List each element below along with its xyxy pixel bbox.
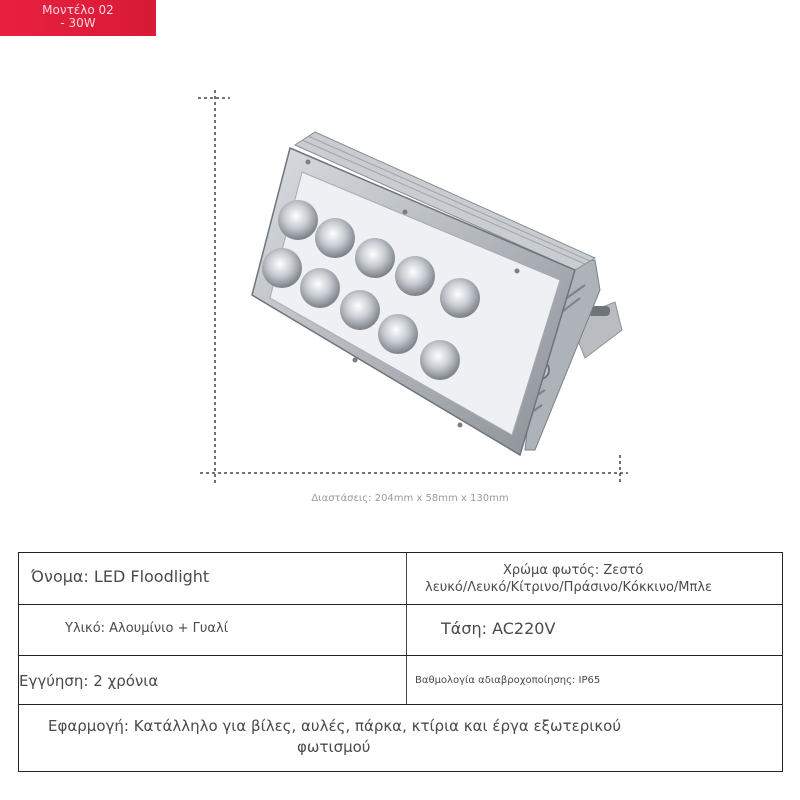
spec-cell [407,605,782,655]
spec-row [19,605,782,656]
spec-cell [19,656,407,704]
product-image-area [190,80,640,490]
spec-table [18,552,783,772]
spec-row [19,553,782,605]
spec-cell [407,656,782,704]
model-badge-line2: - 30W [60,16,96,30]
light-color-line2: λευκό/Λευκό/Κίτρινο/Πράσινο/Κόκκινο/Μπλε [425,580,713,595]
spec-cell [19,605,407,655]
warranty-value: Εγγύηση: 2 χρόνια [19,672,159,690]
application-line2: φωτισμού [297,738,371,756]
model-badge [0,0,156,36]
application-line1: Εφαρμογή: Κατάλληλο για βίλες, αυλές, πάρκα, κτίρια και έργα εξωτερικού [48,717,622,735]
voltage-value: Τάση: AC220V [441,619,556,638]
ip-rating-value: Βαθμολογία αδιαβροχοποίησης: IP65 [415,675,601,686]
light-color-line1: Χρώμα φωτός: Ζεστό [503,563,644,578]
spec-row [19,656,782,705]
floodlight-illustration [190,80,640,490]
model-badge-line1: Μοντέλο 02 [42,3,114,17]
spec-row [19,705,782,773]
spec-cell [407,553,782,604]
material-value: Υλικό: Αλουμίνιο + Γυαλί [65,621,229,636]
name-value: Όνομα: LED Floodlight [31,567,210,586]
spec-cell [19,553,407,604]
dimensions-caption: Διαστάσεις: 204mm x 58mm x 130mm [311,493,509,504]
